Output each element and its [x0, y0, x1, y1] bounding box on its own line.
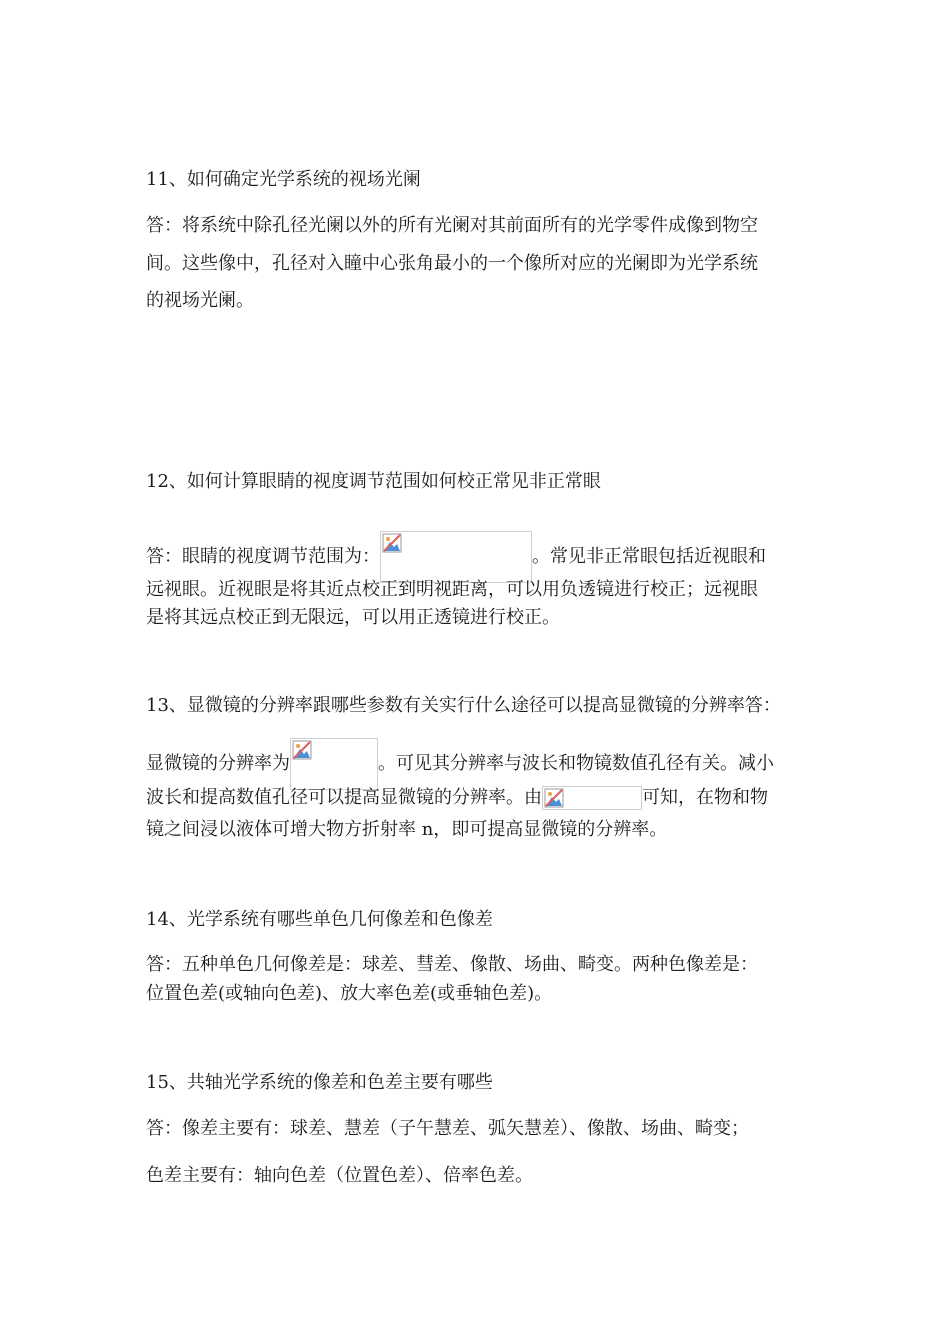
q12-answer-line-3: 是将其远点校正到无限远，可以用正透镜进行校正。: [146, 607, 560, 628]
q11-answer-line-3: 的视场光阑。: [146, 290, 254, 311]
formula-image-placeholder: [380, 531, 532, 583]
q15-answer-line-1: 答：像差主要有：球差、慧差（子午慧差、弧矢慧差）、像散、场曲、畸变；: [146, 1118, 749, 1139]
q13-line-4: 镜之间浸以液体可增大物方折射率 n，即可提高显微镜的分辨率。: [146, 819, 668, 840]
broken-image-icon: [382, 533, 402, 553]
q11-answer-line-1: 答：将系统中除孔径光阑以外的所有光阑对其前面所有的光学零件成像到物空: [146, 215, 758, 236]
q12-title: 12、如何计算眼睛的视度调节范围如何校正常见非正常眼: [146, 471, 601, 492]
q14-answer-line-2: 位置色差(或轴向色差)、放大率色差(或垂轴色差)。: [146, 983, 553, 1004]
q15-title: 15、共轴光学系统的像差和色差主要有哪些: [146, 1072, 493, 1093]
q12-answer-line-1: [146, 531, 766, 567]
q12-answer-text-after: 。常见非正常眼包括近视眼和: [532, 546, 766, 567]
q11-answer-line-2: 间。这些像中，孔径对入瞳中心张角最小的一个像所对应的光阑即为光学系统: [146, 253, 758, 274]
q13-line-3-after: 可知，在物和物: [642, 787, 768, 808]
broken-image-icon: [544, 788, 564, 808]
q15-answer-line-2: 色差主要有：轴向色差（位置色差）、倍率色差。: [146, 1165, 533, 1186]
q13-line-3: [146, 786, 768, 810]
q13-line-2: [146, 738, 774, 774]
q13-line-2-before: 显微镜的分辨率为: [146, 753, 290, 774]
q13-line-2-after: 。可见其分辨率与波长和物镜数值孔径有关。减小: [378, 753, 774, 774]
q14-answer-line-1: 答：五种单色几何像差是：球差、彗差、像散、场曲、畸变。两种色像差是：: [146, 954, 758, 975]
q12-answer-text-before: 答：眼睛的视度调节范围为：: [146, 546, 380, 567]
formula-image-placeholder: [542, 786, 642, 810]
q11-title: 11、如何确定光学系统的视场光阑: [146, 169, 421, 190]
q14-title: 14、光学系统有哪些单色几何像差和色像差: [146, 909, 493, 930]
q13-title: 13、显微镜的分辨率跟哪些参数有关实行什么途径可以提高显微镜的分辨率答：: [146, 695, 781, 716]
broken-image-icon: [292, 740, 312, 760]
formula-image-placeholder: [290, 738, 378, 790]
q12-answer-line-2: 远视眼。近视眼是将其近点校正到明视距离，可以用负透镜进行校正；远视眼: [146, 579, 758, 600]
q13-line-3-before: 波长和提高数值孔径可以提高显微镜的分辨率。由: [146, 787, 542, 808]
